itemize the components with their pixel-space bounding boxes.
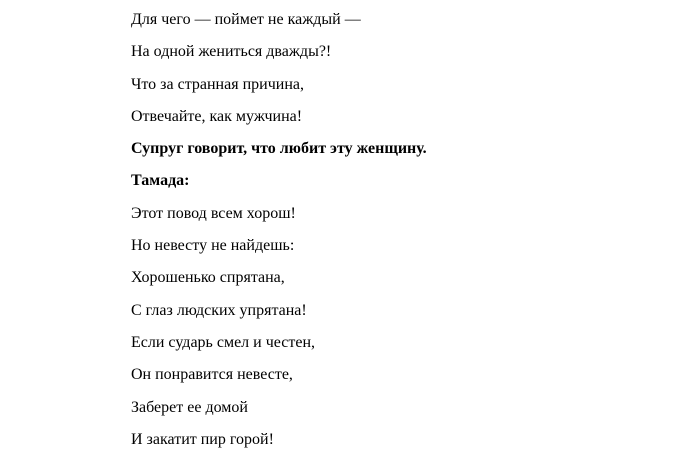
- document-body: [131, 8, 691, 460]
- verse-line: Заберет ее домой: [131, 398, 248, 416]
- verse-line: Этот повод всем хорош!: [131, 204, 296, 222]
- verse-line: Отвечайте, как мужчина!: [131, 107, 303, 125]
- verse-line: Хорошенько спрятана,: [131, 269, 285, 287]
- verse-line: С глаз людских упрятана!: [131, 301, 307, 319]
- verse-line: Для чего — поймет не каждый —: [131, 11, 361, 28]
- verse-line: На одной жениться дважды?!: [131, 43, 332, 61]
- verse-line: И закатит пир горой!: [131, 430, 274, 448]
- verse-line: Что за странная причина,: [131, 75, 304, 93]
- verse-line: Если сударь смел и честен,: [131, 333, 316, 351]
- verse-line: Он понравится невесте,: [131, 366, 293, 384]
- speaker-label: Тамада:: [131, 172, 190, 190]
- verse-line: Но невесту не найдешь:: [131, 237, 295, 255]
- stage-direction: Супруг говорит, что любит эту женщину.: [131, 140, 427, 158]
